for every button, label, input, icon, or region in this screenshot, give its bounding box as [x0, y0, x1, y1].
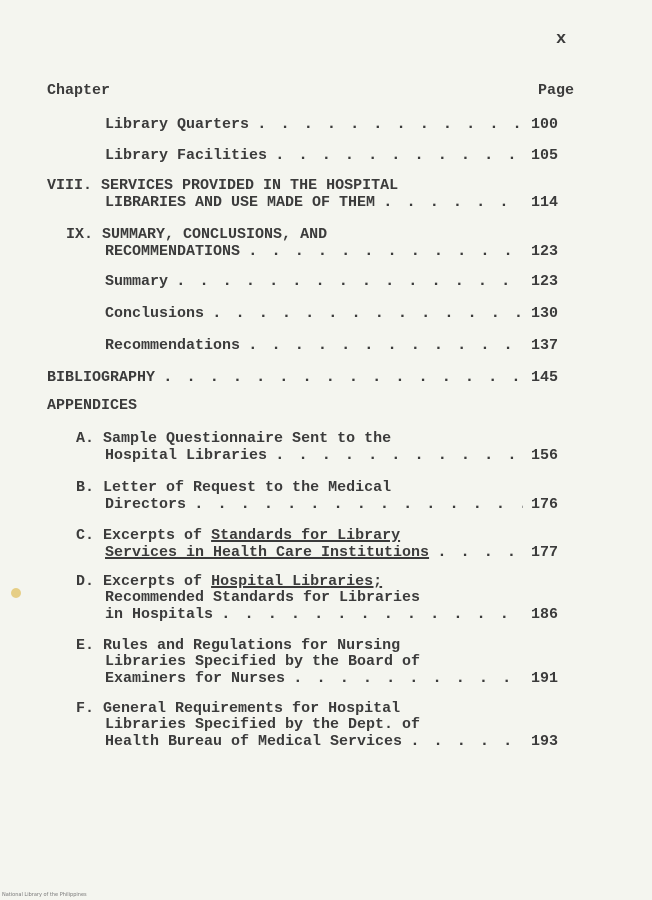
toc-entry: [105, 337, 575, 354]
entry-title-line: SERVICES PROVIDED IN THE HOSPITAL: [101, 177, 399, 194]
dot-leader: [194, 496, 523, 512]
toc-entry: [47, 369, 575, 386]
entry-page: 137: [531, 337, 559, 354]
appendix-letter: D.: [76, 573, 95, 590]
entry-title-line: in Hospitals: [105, 606, 214, 623]
chapter-number: VIII.: [47, 177, 93, 194]
dot-leader: [410, 733, 523, 749]
entry-title-line: Recommended Standards for Libraries: [105, 589, 421, 606]
toc-appendix-entry: [76, 574, 575, 623]
dot-leader: [221, 606, 523, 622]
entry-title: Library Quarters: [105, 116, 250, 133]
appendix-letter: E.: [76, 637, 95, 654]
entry-title: BIBLIOGRAPHY: [47, 369, 156, 386]
entry-title-line: Excerpts of: [103, 527, 203, 544]
scan-footer: National Library of the Philippines: [2, 892, 87, 898]
appendix-letter: B.: [76, 479, 95, 496]
entry-title-line: Sample Questionnaire Sent to the: [103, 430, 392, 447]
toc-entry: [105, 273, 575, 290]
entry-page: 114: [531, 194, 559, 211]
entry-title-line: RECOMMENDATIONS: [105, 243, 241, 260]
entry-title-line: SUMMARY, CONCLUSIONS, AND: [102, 226, 328, 243]
entry-title: APPENDICES: [47, 397, 138, 414]
dot-leader: [212, 305, 523, 321]
dot-leader: [163, 369, 523, 385]
dot-leader: [257, 116, 523, 132]
entry-page: 176: [531, 496, 559, 513]
appendix-letter: A.: [76, 430, 95, 447]
dot-leader: [248, 243, 523, 259]
entry-title-line: LIBRARIES AND USE MADE OF THEM: [105, 194, 376, 211]
entry-title: Summary: [105, 273, 169, 290]
chapter-number: IX.: [66, 226, 94, 243]
entry-title-line: Libraries Specified by the Board of: [105, 653, 421, 670]
entry-title: Recommendations: [105, 337, 241, 354]
toc-entry: [105, 147, 575, 164]
underlined-title: Standards for Library: [211, 527, 401, 544]
dot-leader: [275, 447, 523, 463]
entry-title-line: Hospital Libraries: [105, 447, 268, 464]
entry-page: 145: [531, 369, 559, 386]
entry-title: Library Facilities: [105, 147, 268, 164]
entry-title-line: General Requirements for Hospital: [103, 700, 401, 717]
entry-page: 156: [531, 447, 559, 464]
chapter-column-header: Chapter: [47, 82, 111, 99]
entry-title-line: Letter of Request to the Medical: [103, 479, 392, 496]
dot-leader: [293, 670, 523, 686]
toc-entry: [105, 116, 575, 133]
dot-leader: [248, 337, 523, 353]
dot-leader: [437, 544, 523, 560]
toc-appendix-entry: [76, 480, 575, 513]
toc-entry: [105, 305, 575, 322]
dot-leader: [275, 147, 523, 163]
page-number: x: [556, 30, 567, 49]
entry-page: 177: [531, 544, 559, 561]
entry-page: 123: [531, 273, 559, 290]
paper-stain: [11, 588, 21, 598]
appendix-letter: C.: [76, 527, 95, 544]
entry-title-line: Libraries Specified by the Dept. of: [105, 716, 421, 733]
entry-page: 186: [531, 606, 559, 623]
toc-chapter-entry: [66, 227, 575, 260]
entry-page: 193: [531, 733, 559, 750]
entry-title-line: Rules and Regulations for Nursing: [103, 637, 401, 654]
entry-title-line: Examiners for Nurses: [105, 670, 286, 687]
underlined-title: Hospital Libraries;: [211, 573, 383, 590]
entry-title: Conclusions: [105, 305, 205, 322]
appendix-letter: F.: [76, 700, 95, 717]
toc-chapter-entry: [47, 178, 575, 211]
entry-title-line: Health Bureau of Medical Services: [105, 733, 403, 750]
page-column-header: Page: [538, 82, 575, 99]
toc-appendix-entry: [76, 701, 575, 750]
entry-page: 130: [531, 305, 559, 322]
entry-page: 191: [531, 670, 559, 687]
toc-appendix-entry: [76, 638, 575, 687]
entry-page: 100: [531, 116, 559, 133]
toc-appendix-entry: [76, 431, 575, 464]
entry-title-line: Directors: [105, 496, 187, 513]
toc-section-heading: [47, 398, 575, 414]
dot-leader: [176, 273, 523, 289]
entry-page: 105: [531, 147, 559, 164]
underlined-title: Services in Health Care Institutions: [105, 544, 430, 561]
dot-leader: [383, 194, 523, 210]
entry-title-line: Excerpts of: [103, 573, 203, 590]
entry-page: 123: [531, 243, 559, 260]
toc-appendix-entry: [76, 528, 575, 561]
